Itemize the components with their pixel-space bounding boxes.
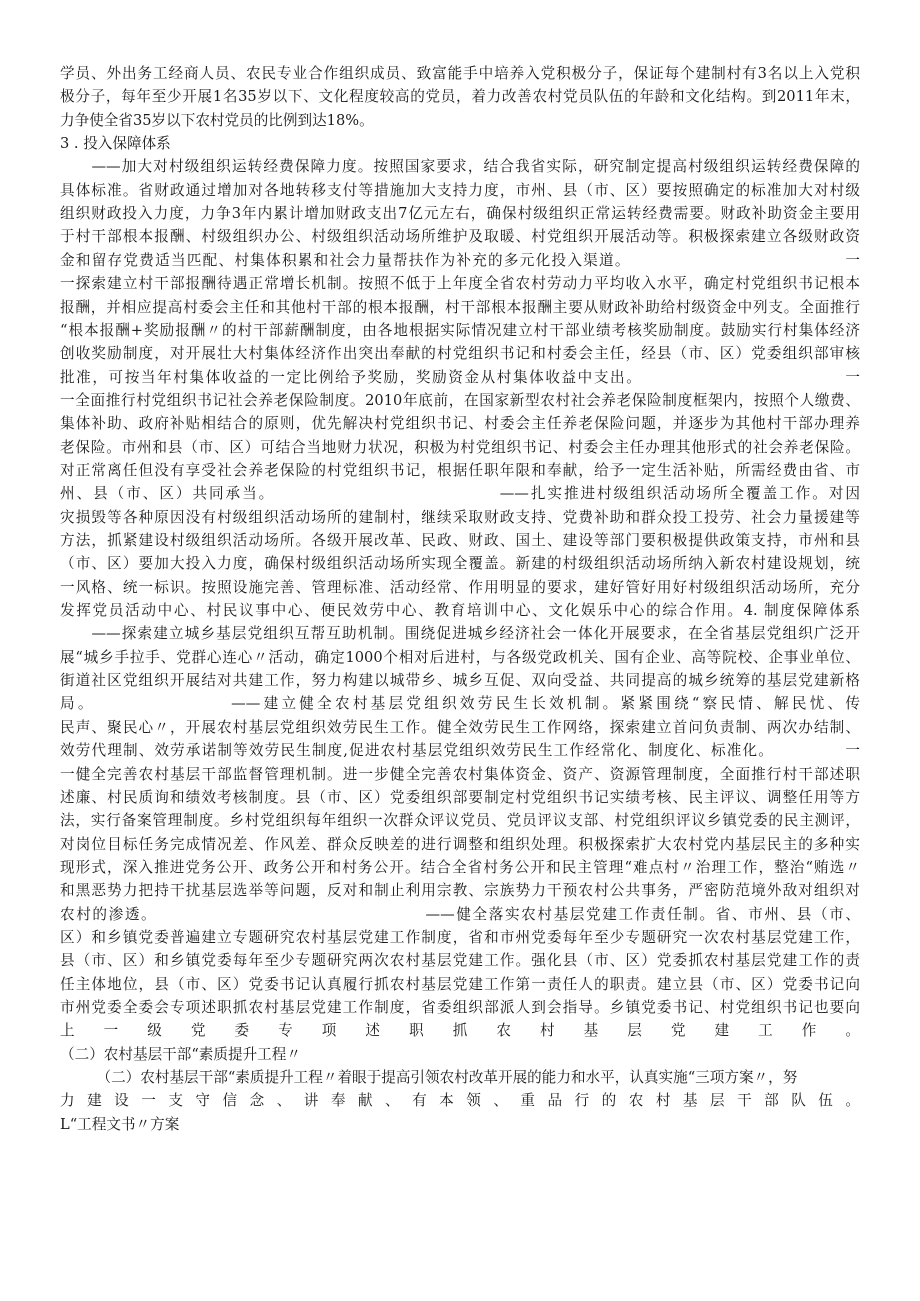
text-line: 现形式，深入推进党务公开、政务公开和村务公开。结合全省村务公开和民主管理“难点村〃治理工作，整治“贿选〃 xyxy=(60,859,860,876)
text-line: 县（市、区）和乡镇党委每年至少专题研究两次农村基层党建工作。强化县（市、区）党委抓农村基层党建工作的责 xyxy=(60,952,860,969)
text-line: L“工程文书〃方案 xyxy=(60,1116,180,1133)
text-line: ——加大对村级组织运转经费保障力度。按照国家要求，结合我省实际，研究制定提高村级组织运转经费保障的 xyxy=(60,158,860,175)
text-line: 效劳代理制、效劳承诺制等效劳民生制度,促进农村基层党组织效劳民生工作经常化、制度化、标准化。 一 xyxy=(60,742,860,759)
text-line: 和黑恶势力把持干扰基层选举等问题，反对和制止利用宗教、宗族势力干预农村公共事务，严密防范境外敌对组织对 xyxy=(60,882,860,899)
text-line: 力建设一支守信念、讲奉献、有本领、重品行的农村基层干部队伍。 xyxy=(60,1092,860,1109)
text-line: 3 . 投入保障体系 xyxy=(60,135,171,152)
text-line: 区）和乡镇党委普遍建立专题研究农村基层党建工作制度，省和市州党委每年至少专题研究一次农村基层党建工作， xyxy=(60,929,860,946)
text-line: 组织财政投入力度，力争3年内累计增加财政支出7亿元左右，确保村级组织正常运转经费需要。财政补助资金主要用 xyxy=(60,205,860,222)
text-line: 批准，可按当年村集体收益的一定比例给予奖励，奖励资金从村集体收益中支出。 一 xyxy=(60,369,860,386)
text-line: 述廉、村民质询和绩效考核制度。县（市、区）党委组织部要制定村党组织书记实绩考核、民主评议、调整任用等方 xyxy=(60,789,860,806)
text-line: 农村的渗透。 ——健全落实农村基层党建工作责任制。省、市州、县（市、 xyxy=(60,906,860,923)
text-line: 创收奖励制度，对开展壮大村集体经济作出突出奉献的村党组织书记和村委会主任，经县（市、区）党委组织部审核 xyxy=(60,345,860,362)
text-line: 局。 ——建立健全农村基层党组织效劳民生长效机制。紧紧围绕“察民情、解民忧、传 xyxy=(60,695,860,712)
text-line: 于村干部根本报酬、村级组织办公、村级组织活动场所维护及取暖、村党组织开展活动等。积极探索建立各级财政资 xyxy=(60,228,860,245)
text-line: 报酬，并相应提高村委会主任和其他村干部的根本报酬，村干部根本报酬主要从财政补助给村级资金中列支。全面推行 xyxy=(60,299,860,316)
text-line: （二）农村基层干部“素质提升工程〃 xyxy=(60,1046,301,1063)
text-line: 集体补助、政府补贴相结合的原则，优先解决村党组织书记、村委会主任养老保险问题，并逐步为其他村干部办理养 xyxy=(60,415,860,432)
text-line: 展“城乡手拉手、党群心连心〃活动，确定1000个相对后进村，与各级党政机关、国有企业、高等院校、企事业单位、 xyxy=(60,649,860,666)
text-line: 学员、外出务工经商人员、农民专业合作组织成员、致富能手中培养入党积极分子，保证每个建制村有3名以上入党积 xyxy=(60,65,860,82)
text-line: 力争使全省35岁以下农村党员的比例到达18%。 xyxy=(60,112,374,129)
text-line: 金和留存党费适当匹配、村集体积累和社会力量帮扶作为补充的多元化投入渠道。 一 xyxy=(60,252,860,269)
text-line: 法，实行备案管理制度。乡村党组织每年组织一次群众评议党员、党员评议支部、村党组织评议乡镇党委的民主测评， xyxy=(60,812,860,829)
text-line: 任主体地位，县（市、区）党委书记认真履行抓农村基层党建工作第一责任人的职责。建立县（市、区）党委书记向 xyxy=(60,976,860,993)
text-line: 极分子，每年至少开展1名35岁以下、文化程度较高的党员，着力改善农村党员队伍的年龄和文化结构。到2011年末， xyxy=(60,88,860,105)
text-line: （二）农村基层干部“素质提升工程〃着眼于提高引领农村改革开展的能力和水平，认真实施“三项方案〃，努 xyxy=(60,1069,798,1086)
text-line: 州、县（市、区）共同承当。 ——扎实推进村级组织活动场所全覆盖工作。对因 xyxy=(60,485,860,502)
text-line: 上一级党委专项述职抓农村基层党建工作。 xyxy=(60,1022,860,1039)
text-line: 灾损毁等各种原因没有村级组织活动场所的建制村，继续采取财政支持、党费补助和群众投工投劳、社会力量援建等 xyxy=(60,509,860,526)
text-line: 街道社区党组织开展结对共建工作，努力构建以城带乡、城乡互促、双向受益、共同提高的城乡统筹的基层党建新格 xyxy=(60,672,860,689)
text-line: 方法，抓紧建设村级组织活动场所。各级开展改革、民政、财政、国土、建设等部门要积极提供政策支持，市州和县 xyxy=(60,532,860,549)
text-line: 一风格、统一标识。按照设施完善、管理标准、活动经常、作用明显的要求，建好管好用好村级组织活动场所，充分 xyxy=(60,579,860,596)
text-line: ——探索建立城乡基层党组织互帮互助机制。围绕促进城乡经济社会一体化开展要求，在全省基层党组织广泛开 xyxy=(60,625,860,642)
text-line: 具体标准。省财政通过增加对各地转移支付等措施加大支持力度，市州、县（市、区）要按照确定的标准加大对村级 xyxy=(60,182,860,199)
text-line: 市州党委全委会专项述职抓农村基层党建工作制度，省委组织部派人到会指导。乡镇党委书记、村党组织书记也要向 xyxy=(60,999,860,1016)
text-line: “根本报酬+奖励报酬〃的村干部薪酬制度，由各地根据实际情况建立村干部业绩考核奖励制度。鼓励实行村集体经济 xyxy=(60,322,860,339)
text-line: 一全面推行村党组织书记社会养老保险制度。2010年底前，在国家新型农村社会养老保险制度框架内，按照个人缴费、 xyxy=(60,392,860,409)
text-line: 一探索建立村干部报酬待遇正常增长机制。按照不低于上年度全省农村劳动力平均收入水平，确定村党组织书记根本 xyxy=(60,275,860,292)
text-line: 民声、聚民心〃，开展农村基层党组织效劳民生工作。健全效劳民生工作网络，探索建立首问负责制、两次办结制、 xyxy=(60,719,860,736)
text-line: 一健全完善农村基层干部监督管理机制。进一步健全完善农村集体资金、资产、资源管理制度，全面推行村干部述职 xyxy=(60,766,860,783)
text-line: 发挥党员活动中心、村民议事中心、便民效劳中心、教育培训中心、文化娱乐中心的综合作用。4. 制度保障体系 xyxy=(60,602,860,619)
text-line: 对岗位目标任务完成情况差、作风差、群众反映差的进行调整和组织处理。积极探索扩大农村党内基层民主的多种实 xyxy=(60,836,860,853)
text-line: 老保险。市州和县（市、区）可结合当地财力状况，积极为村党组织书记、村委会主任办理其他形式的社会养老保险。 xyxy=(60,439,860,456)
text-line: （市、区）要加大投入力度，确保村级组织活动场所实现全覆盖。新建的村级组织活动场所纳入新农村建设规划，统 xyxy=(60,555,860,572)
text-line: 对正常离任但没有享受社会养老保险的村党组织书记，根据任职年限和奉献，给予一定生活补贴，所需经费由省、市 xyxy=(60,462,860,479)
